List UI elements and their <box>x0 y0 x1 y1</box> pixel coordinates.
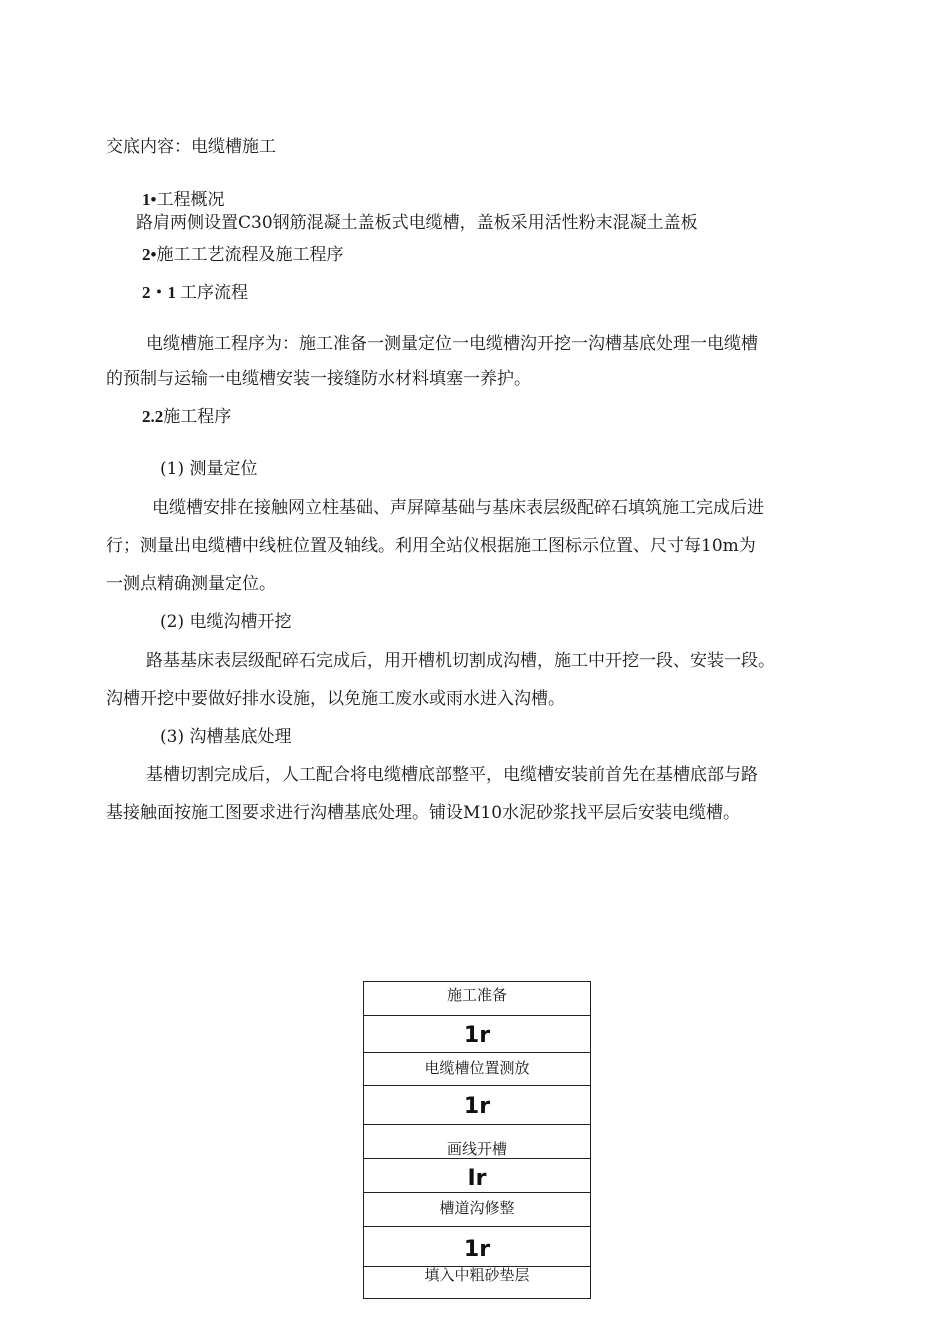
step-1-line-2: 行；测量出电缆槽中线桩位置及轴线。利用全站仪根据施工图标示位置、尺寸每10m为 <box>106 536 756 556</box>
step-2-line-2: 沟槽开挖中要做好排水设施，以免施工废水或雨水进入沟槽。 <box>106 689 565 709</box>
section-1-number: 1• <box>142 190 157 209</box>
flow-step-2: 电缆槽位置测放 <box>364 1053 590 1086</box>
step-3-title: (3) 沟槽基底处理 <box>160 727 292 747</box>
section-2-1-number: 2・1 <box>142 283 176 302</box>
section-1-heading <box>142 190 224 210</box>
step-1-line-1: 电缆槽安排在接触网立柱基础、声屏障基础与基床表层级配碎石填筑施工完成后进 <box>152 498 764 518</box>
step-2-title: (2) 电缆沟槽开挖 <box>160 612 292 632</box>
section-2-2-label: 施工程序 <box>163 407 232 427</box>
flow-step-1: 施工准备 <box>364 982 590 1016</box>
doc-title: 交底内容：电缆槽施工 <box>106 137 276 157</box>
process-line-1: 电缆槽施工程序为：施工准备一测量定位一电缆槽沟开挖一沟槽基底处理一电缆槽 <box>146 334 758 354</box>
flow-arrow-2: 1r <box>364 1086 590 1125</box>
flow-step-4: 槽道沟修整 <box>364 1193 590 1227</box>
flow-step-3: 画线开槽 <box>364 1125 590 1159</box>
section-2-2-number: 2.2 <box>142 407 164 426</box>
process-line-2: 的预制与运输一电缆槽安装一接缝防水材料填塞一养护。 <box>106 369 531 389</box>
step-1-line-3: 一测点精确测量定位。 <box>106 574 276 594</box>
section-1-text: 路肩两侧设置C30钢筋混凝土盖板式电缆槽，盖板采用活性粉末混凝土盖板 <box>136 213 698 233</box>
section-2-label: 施工工艺流程及施工程序 <box>156 245 344 265</box>
flow-arrow-1: 1r <box>364 1016 590 1053</box>
step-3-line-1: 基槽切割完成后，人工配合将电缆槽底部整平，电缆槽安装前首先在基槽底部与路 <box>146 765 758 785</box>
flow-step-5: 填入中粗砂垫层 <box>424 1266 530 1284</box>
section-2-heading <box>142 245 343 265</box>
step-3-line-2: 基接触面按施工图要求进行沟槽基底处理。铺设M10水泥砂浆找平层后安装电缆槽。 <box>106 803 741 823</box>
flowchart <box>363 981 591 1299</box>
section-2-2-heading <box>142 407 231 427</box>
section-2-1-label: 工序流程 <box>180 283 248 303</box>
step-1-title: (1) 测量定位 <box>160 459 258 479</box>
flow-arrow-3: Ir <box>364 1159 590 1193</box>
flow-arrow-4: 1r <box>364 1227 590 1267</box>
section-1-label: 工程概况 <box>156 190 225 210</box>
section-2-1-heading <box>142 283 248 303</box>
step-2-line-1: 路基基床表层级配碎石完成后，用开槽机切割成沟槽，施工中开挖一段、安装一段。 <box>146 651 775 671</box>
section-2-number: 2• <box>142 245 157 264</box>
